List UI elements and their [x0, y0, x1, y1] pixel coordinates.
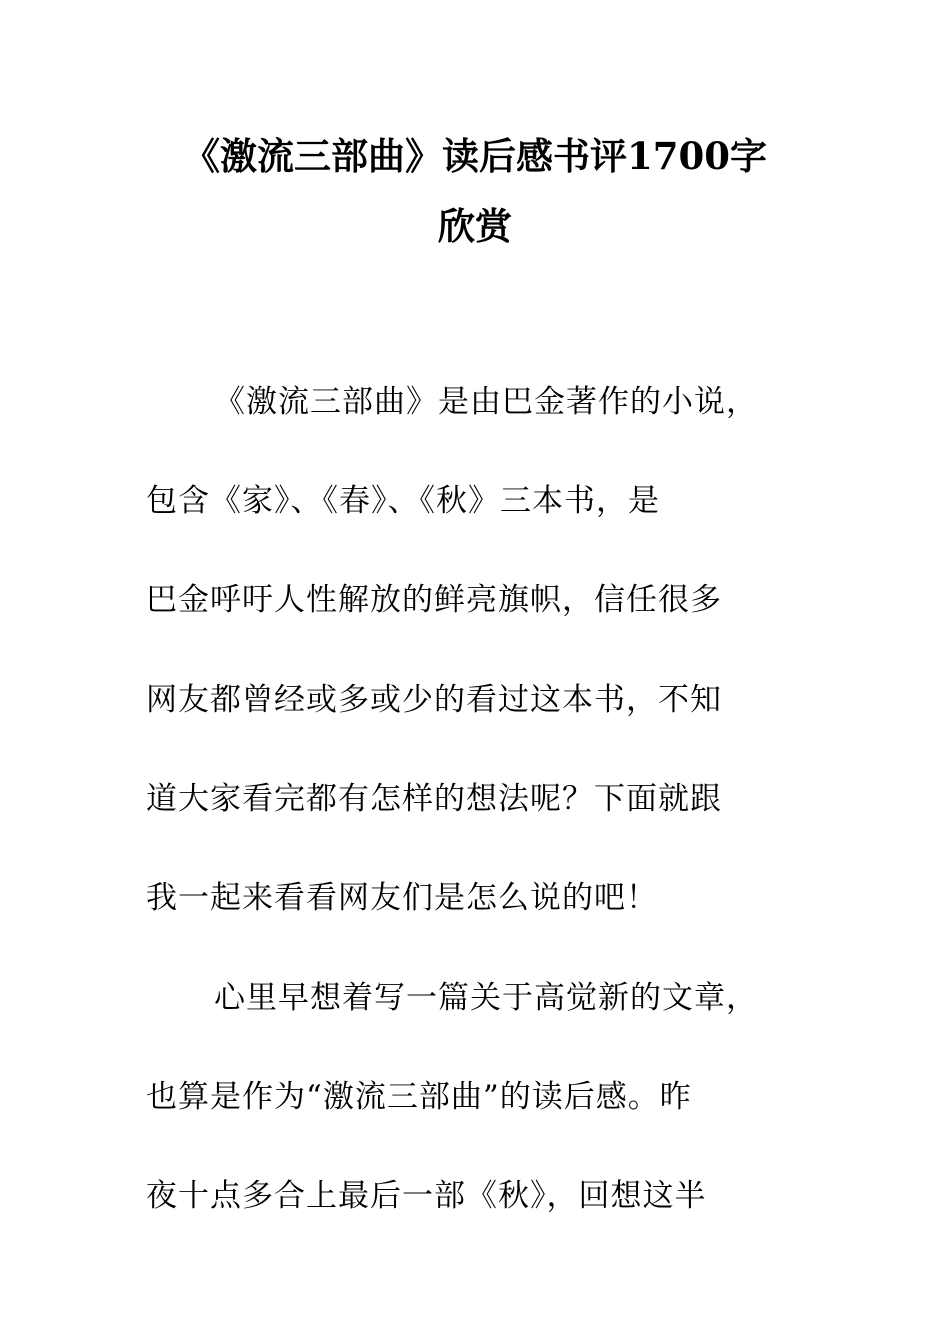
- paragraph-2-line-3: 夜十点多合上最后一部《秋》，回想这半: [146, 1178, 707, 1214]
- paragraph-1-line-2: 包含《家》、《春》、《秋》三本书，是: [146, 483, 660, 519]
- paragraph-2-line-2: 也算是作为“激流三部曲”的读后感。昨: [146, 1079, 692, 1115]
- paragraph-1-line-5: 道大家看完都有怎样的想法呢？下面就跟: [146, 781, 722, 817]
- paragraph-2-line-1: 心里早想着写一篇关于高觉新的文章，: [214, 980, 758, 1016]
- paragraph-1-line-4: 网友都曾经或多或少的看过这本书，不知: [146, 682, 722, 718]
- paragraph-1-line-1: 《激流三部曲》是由巴金著作的小说，: [214, 384, 758, 420]
- paragraph-1-line-3: 巴金呼吁人性解放的鲜亮旗帜，信任很多: [146, 582, 722, 618]
- document-title-line-1: 《激流三部曲》读后感书评1700字: [183, 134, 767, 178]
- paragraph-1-line-6: 我一起来看看网友们是怎么说的吧！: [146, 880, 658, 916]
- document-title-line-2: 欣赏: [438, 204, 512, 248]
